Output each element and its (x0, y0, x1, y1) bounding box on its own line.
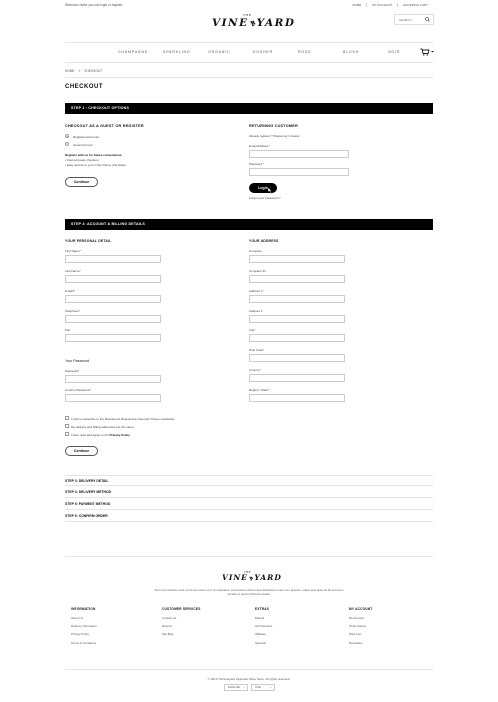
footer-logo-yard: YARD (254, 573, 282, 582)
same-address-label: My delivery and billing addresses are the same. (71, 424, 135, 429)
guest-radio-label: Guest Account (73, 142, 93, 147)
step6-header[interactable]: STEP 6: CONFIRM ORDER (65, 511, 433, 522)
returning-heading: RETURNING CUSTOMER (249, 124, 298, 128)
logo[interactable] (212, 17, 295, 29)
footer-column-title: EXTRAS (255, 607, 270, 611)
login-password-input[interactable] (249, 168, 349, 176)
company-id-label: Company ID (249, 269, 266, 273)
forgot-password-link[interactable]: Forgot your password ? (249, 195, 281, 200)
email-label: Email Address * (249, 144, 271, 148)
telephone-label: Telephone* (65, 309, 81, 313)
register-radio-label: Registered Account (73, 134, 100, 139)
nav-sparkling[interactable]: SPARKLING (163, 50, 191, 54)
divider (65, 669, 433, 670)
company-label: Company (249, 249, 262, 253)
top-link-my-account[interactable]: MY ACCOUNT (366, 3, 397, 7)
address-heading: YOUR ADDRESS (249, 239, 279, 243)
top-link-shopping-cart[interactable]: SHOPPING CART (397, 3, 433, 7)
step2-header[interactable]: STEP 2: ACCOUNT & BILLING DETAILS (65, 219, 433, 230)
footer-link[interactable]: Contact Us (162, 616, 177, 620)
footer-link[interactable]: Brands (255, 616, 265, 620)
top-bar (0, 0, 498, 10)
nav-organic[interactable]: ORGANIC (208, 50, 231, 54)
password-heading: Your Password (65, 359, 90, 363)
breadcrumb (65, 69, 102, 73)
currency-select[interactable] (251, 684, 275, 691)
footer-column-title: CUSTOMER SERVICES (162, 607, 201, 611)
cursor-pointer-icon (267, 187, 273, 194)
language-value: ENGLISH (228, 685, 241, 689)
city-input[interactable] (249, 334, 345, 342)
nav-blush[interactable]: BLUSH (343, 50, 359, 54)
step5-header[interactable]: STEP 5: PAYMENT METHOD (65, 499, 433, 510)
footer-link[interactable]: Site Map (162, 632, 174, 637)
country-label: Country* (249, 368, 261, 372)
grape-icon (250, 20, 256, 27)
password-input[interactable] (65, 375, 161, 383)
benefit-history: • Easy access to your order history and status (65, 163, 126, 167)
breadcrumb-current: CHECKOUT (84, 69, 103, 73)
fax-label: Fax (65, 328, 71, 332)
login-button[interactable]: Login (249, 183, 277, 193)
footer-link[interactable]: Terms & Conditions (71, 640, 97, 645)
password-label: Password * (249, 162, 265, 166)
footer-column-information (71, 607, 151, 649)
search-icon[interactable] (425, 17, 430, 22)
agree-label (71, 433, 130, 437)
search-box (394, 14, 434, 25)
nav-rose[interactable]: ROSE (298, 50, 312, 54)
fax-input[interactable] (65, 334, 161, 342)
divider (65, 77, 433, 78)
email-field-label: E-Mail* (65, 289, 75, 293)
company-input[interactable] (249, 255, 345, 263)
footer-column-title: MY ACCOUNT (349, 607, 373, 611)
footer-logo (222, 573, 282, 582)
footer-link[interactable]: Privacy Policy (71, 632, 89, 637)
cart-icon[interactable] (420, 48, 434, 56)
footer-column-customer-services (162, 607, 242, 641)
footer-link[interactable]: Gift Vouchers (255, 624, 273, 629)
region-label: Region / State* (249, 388, 270, 392)
chevron-down-icon: ⌄ (242, 685, 245, 689)
breadcrumb-home[interactable]: HOME (65, 69, 75, 73)
step1-header[interactable]: STEP 1 : CHECKOUT OPTIONS (65, 103, 433, 114)
step4-header[interactable]: STEP 4: DELIVERY METHOD (65, 487, 433, 498)
agree-checkbox[interactable] (65, 432, 69, 436)
returning-text: Already register ? Please log in below. (249, 134, 300, 138)
last-name-label: Last Name* (65, 269, 81, 273)
logo-yard: YARD (256, 17, 296, 29)
footer-description: Sed ut perspiciatis unde omnis iste natus error sit voluptatem accusantium doloremque laudantium totam rem aperiam, eaque ipsa quae ab illo inventore veritatis et quasi architecto beatae. (154, 588, 344, 596)
nav-noir[interactable]: NOIR (388, 50, 401, 54)
country-select[interactable] (249, 374, 345, 382)
footer-column-extras (255, 607, 335, 649)
newsletter-label: I wish to subscribe to the Bootdemos Responsive Opencart Theme newsletter. (71, 416, 175, 421)
telephone-input[interactable] (65, 315, 161, 323)
step1-continue-button[interactable]: Continue (65, 177, 98, 187)
guest-radio[interactable] (65, 142, 69, 146)
top-links (347, 3, 433, 7)
same-address-checkbox[interactable] (65, 424, 69, 428)
address2-label: Address 2 (249, 309, 263, 313)
footer-link[interactable]: Delivery Information (71, 624, 97, 629)
login-email-input[interactable] (249, 150, 349, 158)
personal-heading: YOUR PERSONAL DETAIL (65, 239, 112, 243)
footer-link[interactable]: Newsletter (349, 640, 363, 645)
last-name-input[interactable] (65, 275, 161, 283)
address1-input[interactable] (249, 295, 345, 303)
password-field-label: Password* (65, 369, 80, 373)
first-name-input[interactable] (65, 255, 161, 263)
benefits-heading: Register with us for future convenience: (65, 153, 123, 157)
register-radio[interactable] (65, 134, 69, 138)
welcome-text: Welcome visitor you can login or register. (65, 3, 124, 7)
copyright: © 2013 TheVineyard Opencart Wine Store. All rights reserved. (207, 677, 291, 681)
breadcrumb-separator: » (78, 69, 81, 73)
footer-column-title: INFORMATION (71, 607, 96, 611)
footer-link[interactable]: Returns (162, 624, 173, 629)
address1-label: Address 1* (249, 289, 264, 293)
postcode-label: Post Code* (249, 348, 265, 352)
footer-logo-the: THE (244, 571, 251, 574)
footer-link[interactable]: Affiliates (255, 632, 266, 637)
footer-link[interactable]: Wish List (349, 632, 361, 637)
agree-prefix: I have read and agree to the (71, 432, 109, 437)
logo-the: THE (243, 13, 252, 17)
first-name-label: First Name* (65, 249, 81, 253)
language-select[interactable] (224, 684, 248, 691)
privacy-policy-link[interactable]: Privacy Policy (109, 432, 130, 437)
email-field[interactable] (65, 295, 161, 303)
footer-link[interactable]: Order History (349, 624, 367, 629)
company-id-input[interactable] (249, 275, 345, 283)
step2-continue-button[interactable]: Continue (65, 446, 98, 456)
page-title: CHECKOUT (65, 84, 103, 90)
confirm-password-input[interactable] (65, 394, 161, 402)
footer-link[interactable]: About Us (71, 616, 83, 620)
chevron-down-icon: ⌄ (269, 685, 272, 689)
search-input[interactable] (395, 15, 425, 24)
currency-value: USD (255, 685, 261, 689)
logo-vine: VINE (212, 17, 249, 29)
nav-champagne[interactable]: CHAMPAGNE (118, 50, 149, 54)
footer-logo-vine: VINE (222, 573, 248, 582)
main-nav (118, 50, 433, 54)
newsletter-checkbox[interactable] (65, 416, 69, 420)
guest-heading: CHECKOUT AS A GUEST OR REGISTER (65, 124, 144, 128)
nav-kosher[interactable]: KOSHER (253, 50, 273, 54)
postcode-input[interactable] (249, 354, 345, 362)
grape-icon (249, 576, 254, 581)
divider (65, 42, 433, 43)
top-link-home[interactable]: HOME (352, 3, 362, 7)
footer-link[interactable]: Specials (255, 640, 266, 645)
address2-input[interactable] (249, 315, 345, 323)
divider (65, 556, 433, 557)
divider (65, 62, 433, 63)
confirm-password-label: Confirm Password* (65, 388, 91, 392)
benefit-fast: • Fast and easy checkout (65, 158, 99, 162)
step3-header[interactable]: STEP 3: DELIVERY DETAIL (65, 475, 433, 486)
footer-link[interactable]: My Account (349, 616, 364, 620)
footer-column-my-account (349, 607, 429, 649)
region-select[interactable] (249, 394, 345, 402)
city-label: City* (249, 328, 256, 332)
